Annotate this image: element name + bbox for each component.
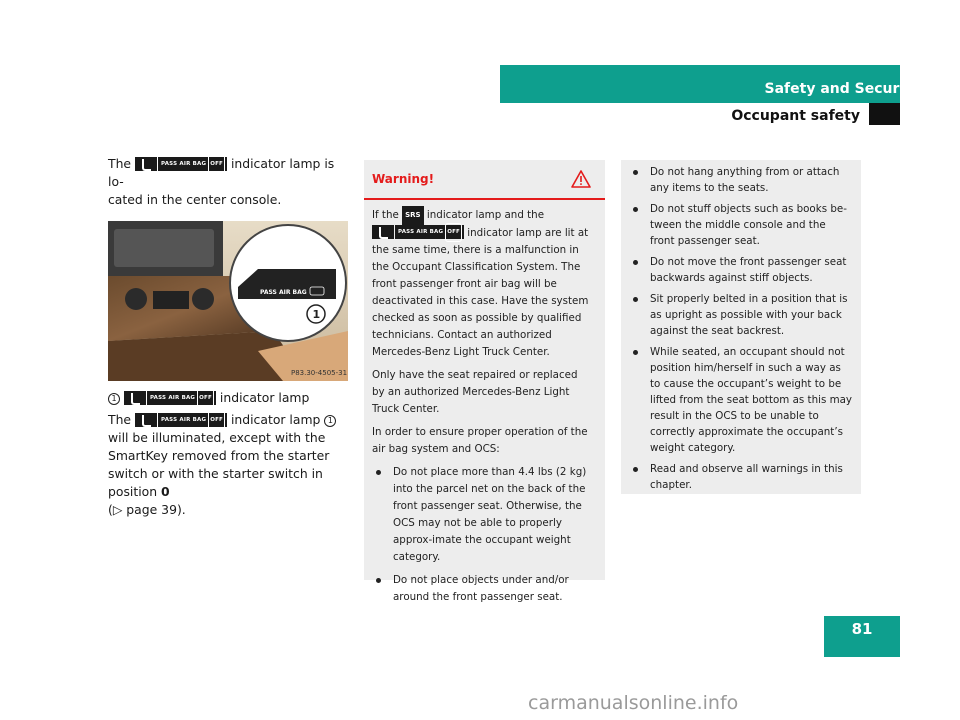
svg-text:PASS AIR BAG: PASS AIR BAG — [260, 289, 307, 296]
warning-title: Warning! — [372, 172, 435, 186]
watermark: carmanualsonline.info — [528, 692, 739, 714]
svg-text:P83.30-4505-31: P83.30-4505-31 — [291, 369, 348, 377]
warning-paragraph: If the SRS indicator lamp and the PASS AIR BAG OFF indicator lamp are lit at the same time, there is a malfunction in the Occupant Classification System. The front passenger front air bag will be deactivated in this case. Have the system checked as soon as possible by qualified technicians. Contact an authorized Mercedes-Benz Light Truck Center. — [372, 206, 593, 361]
svg-text:1: 1 — [312, 308, 321, 321]
list-item: Sit properly belted in a position that is as upright as possible with your back against the seat backrest. — [629, 291, 853, 339]
callout-number: 1 — [324, 415, 336, 427]
list-item: Do not place objects under and/or around the front passenger seat. — [372, 572, 593, 606]
continued-warning-box — [621, 160, 861, 494]
list-item: Do not move the front passenger seat backwards against stiff objects. — [629, 254, 853, 286]
list-item: Do not place more than 4.4 lbs (2 kg) into the parcel net on the back of the front passenger seat. Otherwise, the OCS may not be able to properly approx-imate the occupant weight category. — [372, 464, 593, 566]
pass-air-bag-off-icon: PASS AIR BAG OFF — [124, 391, 216, 405]
list-item: While seated, an occupant should not position him/herself in such a way as to cause the occupant’s weight to be lifted from the seat bottom as this may result in the OCS to be unable to correctly approximate the occupant’s weight category. — [629, 344, 853, 456]
right-bullet-list — [629, 164, 853, 493]
section-title: Safety and Security — [764, 81, 920, 97]
pass-air-bag-off-icon: PASS AIR BAG OFF — [135, 157, 227, 171]
warning-bullet-list — [372, 464, 593, 606]
left-column — [108, 155, 348, 523]
page-number: 81 — [824, 616, 900, 657]
warning-paragraph: In order to ensure proper operation of the air bag system and OCS: — [372, 426, 588, 455]
illumination-paragraph: The PASS AIR BAG OFF indicator lamp 1 will be illuminated, except with the SmartKey removed from the starter switch or with the starter switch in position 0 (▷ page 39). — [108, 411, 348, 519]
warning-box — [364, 160, 605, 603]
callout-number: 1 — [108, 393, 120, 405]
intro-paragraph: The PASS AIR BAG OFF indicator lamp is lo- cated in the center console. — [108, 156, 335, 207]
list-item: Do not stuff objects such as books be-tween the middle console and the front passenger seat. — [629, 201, 853, 249]
center-console-photo — [108, 221, 348, 381]
subsection-title: Occupant safety — [731, 108, 860, 124]
srs-icon: SRS — [402, 206, 423, 225]
pass-air-bag-off-icon: PASS AIR BAG OFF — [135, 413, 227, 427]
pass-air-bag-off-icon: PASS AIR BAG OFF — [372, 225, 464, 239]
list-item: Do not hang anything from or attach any items to the seats. — [629, 164, 853, 196]
subsection-marker — [869, 103, 900, 125]
page-reference-link[interactable]: (▷ page 39). — [108, 502, 186, 517]
warning-header — [364, 160, 605, 200]
figure-caption: 1 PASS AIR BAG OFF indicator lamp — [108, 389, 348, 407]
list-item: Read and observe all warnings in this chapter. — [629, 461, 853, 493]
warning-body — [364, 200, 605, 606]
warning-paragraph: Only have the seat repaired or replaced by an authorized Mercedes-Benz Light Truck Center. — [372, 369, 578, 415]
warning-triangle-icon — [571, 170, 591, 188]
